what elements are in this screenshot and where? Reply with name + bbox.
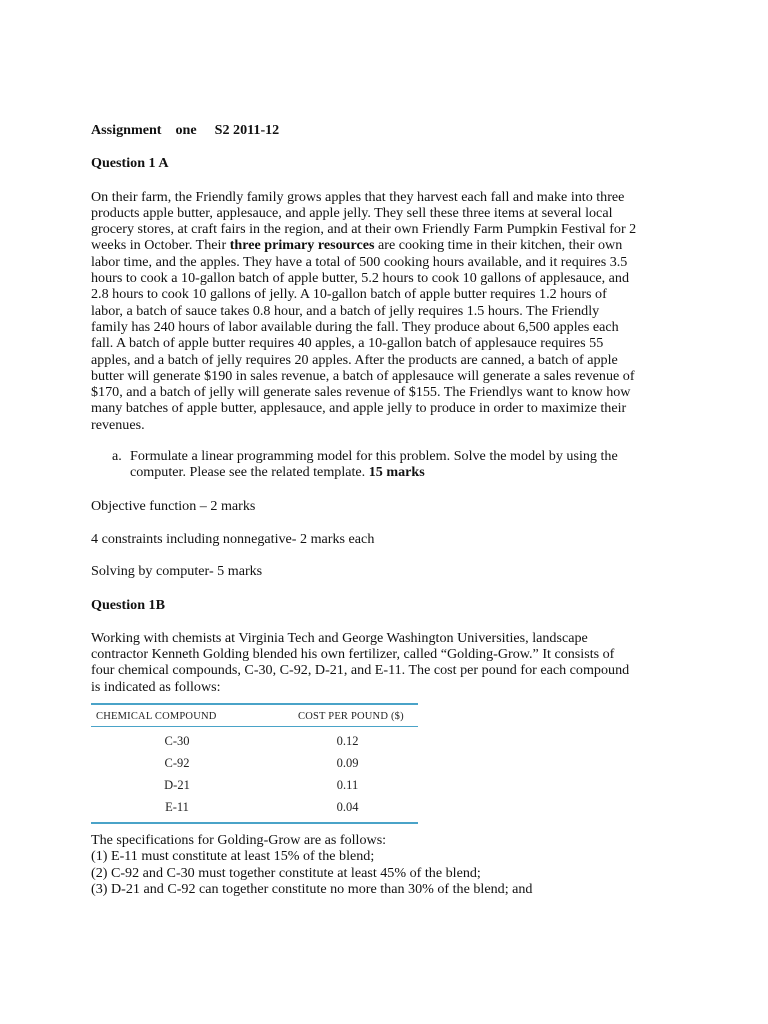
cell-compound: C-30	[164, 734, 190, 748]
paragraph-line	[91, 221, 671, 237]
line-text: labor, a batch of sauce takes 0.8 hour, and a batch of jelly requires 1.5 hours. The Friendly	[91, 302, 600, 319]
cell-cost: 0.12	[336, 734, 359, 748]
question-1b-heading: Question 1B	[91, 596, 166, 613]
table-row	[91, 774, 418, 796]
line-text: fall. A batch of apple butter requires 40 apples, a 10-gallon batch of applesauce requires 55	[91, 335, 604, 352]
paragraph-line	[91, 417, 671, 433]
line-text: grocery stores, at craft fairs in the region, and at their own Friendly Farm Pumpkin Festival for 2	[91, 221, 637, 238]
cell-compound: C-92	[164, 756, 190, 770]
line-text: On their farm, the Friendly family grows apples that they harvest each fall and make into three	[91, 188, 625, 205]
bold-text: three primary resources	[229, 237, 375, 254]
line-text: are cooking time in their kitchen, their own	[374, 237, 623, 254]
table-row	[91, 752, 418, 774]
question-1a-paragraph	[91, 189, 671, 433]
table-body	[91, 727, 418, 822]
table-row	[91, 796, 418, 818]
paragraph-line	[130, 464, 671, 480]
bold-text: 15 marks	[368, 464, 425, 481]
title-term: S2 2011-12	[214, 122, 280, 138]
line-text: products apple butter, applesauce, and apple jelly. They sell these three items at several local	[91, 204, 613, 221]
paragraph-line	[91, 335, 671, 351]
cell-cost: 0.09	[336, 756, 359, 770]
paragraph-line	[91, 237, 671, 253]
q1b-line: contractor Kenneth Golding blended his own fertilizer, called “Golding-Grow.” It consists of	[91, 646, 615, 663]
marks-objective-function: Objective function – 2 marks	[91, 497, 256, 514]
spec-item-1: (1) E-11 must constitute at least 15% of the blend;	[91, 848, 375, 865]
assignment-title	[91, 122, 671, 138]
spec-item-3: (3) D-21 and C-92 can together constitute no more than 30% of the blend; and	[91, 880, 533, 897]
marks-constraints: 4 constraints including nonnegative- 2 marks each	[91, 530, 375, 547]
line-text: $170, and a batch of jelly will generate sales revenue of $155. The Friendlys want to know how	[91, 384, 631, 401]
line-text: weeks in October. Their	[91, 237, 230, 254]
document-page	[91, 122, 671, 695]
table-row	[91, 730, 418, 752]
cell-compound: D-21	[164, 778, 190, 792]
header-cost-per-pound: COST PER POUND ($)	[298, 711, 404, 722]
paragraph-line	[91, 319, 671, 335]
question-1a-heading: Question 1 A	[91, 155, 169, 172]
compound-cost-table	[91, 703, 418, 824]
paragraph-line	[91, 254, 671, 270]
specifications-list	[91, 832, 671, 897]
task-list-item-a	[91, 448, 671, 481]
line-text: butter will generate $190 in sales revenue, a batch of applesauce will generate a sales revenue of	[91, 367, 635, 384]
line-text: 2.8 hours to cook 10 gallons of jelly. A 10-gallon batch of apple butter requires 1.2 hours of	[91, 286, 607, 303]
paragraph-line	[91, 352, 671, 368]
list-marker: a.	[112, 448, 122, 465]
line-text: Formulate a linear programming model for this problem. Solve the model by using the	[130, 448, 618, 465]
paragraph-line	[130, 448, 671, 464]
header-chemical-compound: CHEMICAL COMPOUND	[96, 711, 217, 722]
cell-cost: 0.04	[336, 800, 359, 814]
title-word-assignment: Assignment	[91, 122, 162, 138]
paragraph-line	[91, 286, 671, 302]
cell-compound: E-11	[165, 800, 189, 814]
line-text: hours to cook a 10-gallon batch of apple butter, 5.2 hours to cook 10 gallons of applesauce, and	[91, 270, 629, 287]
paragraph-line	[91, 270, 671, 286]
paragraph-line	[91, 303, 671, 319]
line-text: computer. Please see the related template.	[130, 464, 369, 481]
spec-item-2: (2) C-92 and C-30 must together constitute at least 45% of the blend;	[91, 864, 481, 881]
line-text: revenues.	[91, 416, 145, 433]
line-text: labor time, and the apples. They have a total of 500 cooking hours available, and it requires 3.5	[91, 253, 628, 270]
paragraph-line	[91, 384, 671, 400]
marks-solving: Solving by computer- 5 marks	[91, 563, 263, 580]
paragraph-line	[91, 205, 671, 221]
paragraph-line	[91, 189, 671, 205]
paragraph-line	[91, 400, 671, 416]
title-word-one: one	[175, 122, 197, 138]
line-text: family has 240 hours of labor available during the fall. They produce about 6,500 apples each	[91, 318, 619, 335]
spec-intro: The specifications for Golding-Grow are as follows:	[91, 832, 387, 848]
q1b-line: is indicated as follows:	[91, 678, 221, 695]
q1b-line: Working with chemists at Virginia Tech and George Washington Universities, landscape	[91, 629, 588, 646]
line-text: apples, and a batch of jelly requires 20 apples. After the products are canned, a batch of apple	[91, 351, 618, 368]
question-1b-paragraph	[91, 630, 671, 695]
line-text: many batches of apple butter, applesauce, and apple jelly to produce in order to maximize their	[91, 400, 627, 417]
q1b-line: four chemical compounds, C-30, C-92, D-21, and E-11. The cost per pound for each compound	[91, 662, 630, 679]
table-header-row	[91, 705, 418, 726]
table-bottom-rule	[91, 822, 418, 824]
paragraph-line	[91, 368, 671, 384]
cell-cost: 0.11	[336, 778, 359, 792]
